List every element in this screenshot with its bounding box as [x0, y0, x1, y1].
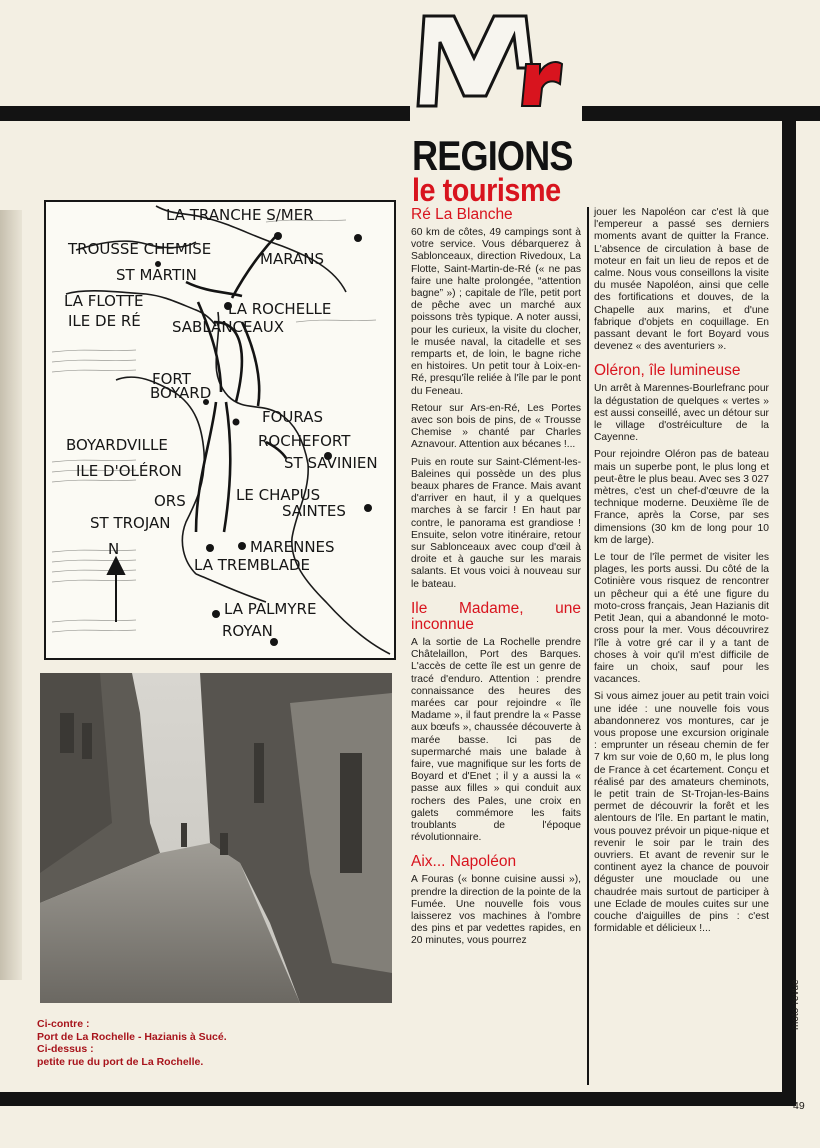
- caption-line-2: Port de La Rochelle - Hazianis à Sucé.: [37, 1030, 227, 1043]
- top-rule-right: [582, 106, 820, 121]
- article-column-1: [411, 207, 581, 953]
- heading-re: Ré La Blanche: [411, 206, 513, 223]
- madame-paragraph: A la sortie de La Rochelle prendre Châtelaillon, Port des Barques. L'accès de cette île est un genre de tracé d'enduro. Attention : prendre connaissance des heures des marées car pour rejoindre « île Madame », il faut prendre la « Passe aux bœufs », chaussée découverte à marée basse. Ici pas de supermarché mais une balade à faire, vue magnifique sur les forts de Boyard et d'Enet ; il y a aussi la « passe aux filles » qui conduit aux rochers des Pales, une croix en galets commémore les faits troublants de l'époque révolutionnaire.: [411, 636, 581, 844]
- re-paragraph-2: Retour sur Ars-en-Ré, Les Portes avec son bois de pins, de « Trousse Chemise » chanté par Charles Aznavour. Attention aux bécanes !...: [411, 402, 581, 451]
- column-divider: [587, 207, 589, 1085]
- map-label-fouras: FOURAS: [262, 408, 324, 426]
- article-column-2: [594, 207, 769, 940]
- right-rule: [782, 121, 796, 1106]
- aix-paragraph-1: A Fouras (« bonne cuisine aussi »), prendre la direction de la pointe de la Fumée. Une nouvelle fois vous laisserez vos machines à l'ombre des pins et par vedettes rapides, en 20 minutes, vous pourrez: [411, 874, 581, 947]
- page-number: 49: [793, 1100, 805, 1112]
- mr-logo: [414, 6, 564, 110]
- heading-aix: Aix... Napoléon: [411, 853, 517, 871]
- caption-line-3: Ci-dessus :: [37, 1043, 94, 1055]
- map-label-la-tremblade: LA TREMBLADE: [194, 556, 311, 574]
- map-label-boyardville: BOYARDVILLE: [66, 436, 168, 454]
- map-label-la-flotte: LA FLOTTE: [64, 292, 144, 310]
- map-label-ile-de-re: ILE DE RÉ: [68, 312, 141, 330]
- re-paragraph-3: Puis en route sur Saint-Clément-les-Baleines qui possède un des plus beaux phares de France. Mais avant d'arriver en haut, il y a quelques marches à se farcir ! En haut par contre, le panorama est grandiose ! Ensuite, selon votre itinéraire, retour sur Sablonceaux avec coup d'œil à droite et à gauche sur les marais salants. Et vous voici à nouveau sur le bateau.: [411, 456, 581, 590]
- map-label-st-trojan: ST TROJAN: [90, 514, 171, 532]
- oleron-paragraph-2: Pour rejoindre Oléron pas de bateau mais un superbe pont, le plus long et peut-être le plus beau. Avec ses 3 027 mètres, c'est un chef-d'œuvre de la technique moderne. Deuxième île de France, après la Corse, par ses dimensions (30 km de long pour 10 km de large).: [594, 449, 769, 546]
- heading-madame: Ile Madame, une inconnue: [411, 599, 581, 633]
- map-label-st-savinien: ST SAVINIEN: [284, 454, 378, 472]
- section-subtitle: le tourisme: [412, 172, 561, 208]
- map-label-sablanceaux: SABLANCEAUX: [172, 318, 285, 336]
- street-photo: [40, 673, 392, 1003]
- oleron-paragraph-3: Le tour de l'île permet de visiter les plages, les ports aussi. Du côté de la Cotinière vous risquez de rencontrer un pêcheur qui a été une figure du moto-cross français, Jean Hazianis dit Petit Jean, qui a abandonné le moto-cross pour la mer. Vous découvrirez l'île à votre gré car il y a tant de choses à voir qu'il m'est difficile de faire un choix, sauf pour les vacances.: [594, 552, 769, 686]
- caption-line-4: petite rue du port de La Rochelle.: [37, 1055, 204, 1068]
- page-edge-shadow: [0, 210, 22, 980]
- section-title: REGIONS: [412, 132, 573, 179]
- map-label-la-rochelle: LA ROCHELLE: [228, 300, 332, 318]
- caption-line-1: Ci-contre :: [37, 1018, 90, 1030]
- map-label-la-palmyre: LA PALMYRE: [224, 600, 317, 618]
- map-label-st-martin: ST MARTIN: [116, 266, 197, 284]
- map-label-ors: ORS: [154, 492, 186, 510]
- map-label-royan: ROYAN: [222, 622, 273, 640]
- map-label-saintes: SAINTES: [282, 502, 346, 520]
- top-rule-left: [0, 106, 410, 121]
- tourist-map: [44, 200, 396, 660]
- map-label-marennes: MARENNES: [250, 538, 335, 556]
- oleron-paragraph-1: Un arrêt à Marennes-Bourlefranc pour la dégustation de quelques « vertes » est aussi conseillé, avec un détour sur le village d'ostréiculture de la Cayenne.: [594, 383, 769, 444]
- re-paragraph-1: 60 km de côtes, 49 campings sont à votre service. Vous débarquerez à Sablonceaux, direction Rivedoux, La Flotte, Saint-Martin-de-Ré (« ne pas faire une halte prolongée, “attention bagne” ») ; capitale de l'île, petit port de pêche avec un marché aux poissons très typique. A noter aussi, pour les curieux, la visite du clocher, le musée naval, la citadelle et ses remparts et, de loin, le bagne riche en histoires. Un petit tour à Loix-en-Ré, presqu'île reliée à l'île par le pont du Feneau.: [411, 227, 581, 397]
- map-label-ile-doleron: ILE D'OLÉRON: [76, 462, 182, 480]
- map-label-fort: FORT: [152, 370, 191, 388]
- heading-oleron: Oléron, île lumineuse: [594, 362, 741, 380]
- map-label-trousse-chemise: TROUSSE CHEMISE: [68, 240, 212, 258]
- map-label-rochefort: ROCHEFORT: [258, 432, 351, 450]
- aix-paragraph-2: jouer les Napoléon car c'est là que l'empereur a passé ses derniers moments avant de quitter la France. L'absence de circulation à base de moteur en fait un lieu de repos et de calme. Nous vous conseillons la visite du musée Napoléon, ainsi que celle des fortifications et douves, de la Chapelle aux marins, et d'une fabrique d'objets en coquillage. En passant devant le fort Boyard vous devenez « des aventuriers ».: [594, 207, 769, 353]
- map-label-boyard: BOYARD: [150, 384, 212, 402]
- map-label-marans: MARANS: [260, 250, 325, 268]
- map-label-la-tranche: LA TRANCHE S/MER: [166, 206, 314, 224]
- map-label-le-chapus: LE CHAPUS: [236, 486, 321, 504]
- bottom-rule: [0, 1092, 796, 1106]
- magazine-name: moto-revue: [790, 979, 801, 1030]
- oleron-paragraph-4: Si vous aimez jouer au petit train voici une idée : une nouvelle fois vous abandonnerez vos montures, car je vous propose une excursion originale : emprunter un réseau chemin de fer 7 km sur voie de 0,60 m, le plus long de France à cet écartement. Conçu et réalisé par des amateurs cheminots, le petit train de St-Trojan-les-Bains permet de découvrir la forêt et les alentours de l'île. En partant le matin, vous pouvez prévoir un pique-nique et revenir le soir par le train des ouvriers. Et avant de revenir sur le continent ayez la chance de pouvoir déguster une mouclade ou une chaudrée mais surtout de participer à une Eclade de moules cuites sur une couche d'aiguilles de pins : c'est formidable et délicieux !...: [594, 691, 769, 935]
- map-north-label: N: [108, 540, 120, 558]
- photo-caption: [37, 1018, 227, 1068]
